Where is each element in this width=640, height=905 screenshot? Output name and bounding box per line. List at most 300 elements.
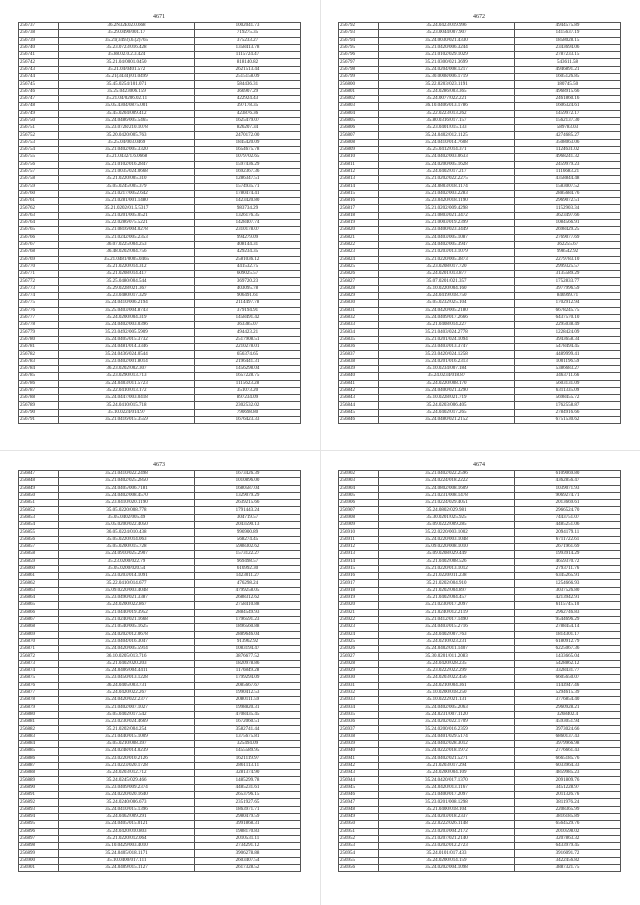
row-id-cell: 256883 xyxy=(19,733,59,740)
table-row xyxy=(339,565,621,572)
coordinate-cell: 35.21.0220/013.1012 xyxy=(379,565,515,572)
coordinate-cell: 35.24.0410/015.718 xyxy=(59,402,195,409)
coordinate-cell: 35.23.0290/013.713 xyxy=(59,373,195,380)
table-row xyxy=(19,322,301,329)
row-id-cell: 256933 xyxy=(339,697,379,704)
row-id-cell: 256874 xyxy=(19,668,59,675)
coordinate-cell: 35.24.0405/006.7181 xyxy=(59,485,195,492)
value-cell: 4859985.23 xyxy=(515,770,621,777)
value-cell: 1415637.19 xyxy=(515,30,621,37)
coordinate-cell: 35.24.0402/017.265 xyxy=(379,409,515,416)
table-row xyxy=(19,784,301,791)
table-row xyxy=(339,602,621,609)
coordinate-cell: 35.24.0420/005.2180 xyxy=(379,307,515,314)
row-id-cell: 256758 xyxy=(19,176,59,183)
coordinate-cell: 35.21.0240/012.2119 xyxy=(379,609,515,616)
row-id-cell: 256795 xyxy=(339,44,379,51)
coordinate-cell: 35.24.0200/004.319 xyxy=(59,314,195,321)
coordinate-cell: 35.24.0203/022.456 xyxy=(379,675,515,682)
coordinate-cell: 35.21.0416/015.3559 xyxy=(59,417,195,424)
value-cell: 3328431.77 xyxy=(515,668,621,675)
coordinate-cell: 35.24.0286/003.365 xyxy=(379,88,515,95)
coordinate-cell: 35.24.0409/015.1127 xyxy=(59,865,195,872)
coordinate-cell: 35.24.0210/023.231 xyxy=(379,638,515,645)
table-row xyxy=(339,529,621,536)
row-id-cell: 256819 xyxy=(339,220,379,227)
row-id-cell: 256783 xyxy=(19,358,59,365)
page-number: 4673 xyxy=(153,462,165,468)
value-cell: 2793711.76 xyxy=(515,565,621,572)
value-cell: 1573122.27 xyxy=(195,551,301,558)
row-id-cell: 256950 xyxy=(339,821,379,828)
table-row xyxy=(339,704,621,711)
row-id-cell: 256771 xyxy=(19,271,59,278)
value-cell: 3776854.40 xyxy=(515,697,621,704)
table-row xyxy=(19,602,301,609)
row-id-cell: 256838 xyxy=(339,358,379,365)
coordinate-cell: 35.24.0248/014.0239 xyxy=(59,748,195,755)
table-row xyxy=(339,806,621,813)
coordinate-table xyxy=(338,470,621,872)
coordinate-cell: 35.24.0402/011.1407 xyxy=(379,646,515,653)
row-id-cell: 256893 xyxy=(19,806,59,813)
coordinate-cell: 35.10.0224/014.97 xyxy=(59,409,195,416)
table-row xyxy=(19,813,301,820)
table-row xyxy=(19,373,301,380)
coordinate-cell: 35.10.0429/003.4010 xyxy=(59,843,195,850)
value-cell: 3037526.80 xyxy=(515,587,621,594)
coordinate-cell: 35.21.0201/024.1094 xyxy=(379,336,515,343)
table-row xyxy=(339,711,621,718)
coordinate-cell: 35.24.0224/018.2222 xyxy=(379,478,515,485)
coordinate-cell: 35.30.0201/011.2083 xyxy=(379,653,515,660)
table-row xyxy=(339,514,621,521)
row-id-cell: 256907 xyxy=(339,507,379,514)
coordinate-cell: 35.21.0220/012.064 xyxy=(59,835,195,842)
row-id-cell: 256764 xyxy=(19,220,59,227)
table-row xyxy=(19,183,301,190)
coordinate-cell: 35.24.0436/024.0544 xyxy=(59,351,195,358)
table-row xyxy=(19,580,301,587)
value-cell: 4946891.21 xyxy=(515,66,621,73)
table-row xyxy=(339,573,621,580)
table-row xyxy=(19,653,301,660)
coordinate-cell: 35.10.0200/018.250 xyxy=(379,689,515,696)
row-id-cell: 256914 xyxy=(339,558,379,565)
row-id-cell: 256756 xyxy=(19,161,59,168)
coordinate-cell: 35.21.0230/017.2097 xyxy=(379,602,515,609)
table-row xyxy=(339,409,621,416)
value-cell: 2343694.06 xyxy=(515,44,621,51)
coordinate-cell: 35.21.0402/007.1027 xyxy=(59,704,195,711)
coordinate-cell: 35.24.0480/021.2152 xyxy=(379,417,515,424)
value-cell: 2889646.04 xyxy=(195,631,301,638)
value-cell: 1326176.35 xyxy=(195,212,301,219)
row-id-cell: 256793 xyxy=(339,30,379,37)
coordinate-cell: 35.24.0409/017.2666 xyxy=(379,314,515,321)
table-row xyxy=(19,704,301,711)
table-row xyxy=(19,139,301,146)
row-id-cell: 256796 xyxy=(339,52,379,59)
row-id-cell: 256878 xyxy=(19,697,59,704)
value-cell: 1606324.61 xyxy=(515,103,621,110)
coordinate-cell: 35.21.0402/003.2283 xyxy=(379,190,515,197)
value-cell: 1143947.46 xyxy=(515,682,621,689)
row-id-cell: 256809 xyxy=(339,147,379,154)
row-id-cell: 256798 xyxy=(339,66,379,73)
row-id-cell: 256852 xyxy=(19,507,59,514)
coordinate-cell: 35.24.0400/021.3290 xyxy=(379,387,515,394)
table-row xyxy=(19,278,301,285)
value-cell: 2653796.15 xyxy=(195,792,301,799)
row-id-cell: 256946 xyxy=(339,792,379,799)
value-cell: 1358413.78 xyxy=(195,44,301,51)
row-id-cell: 256931 xyxy=(339,682,379,689)
coordinate-cell: 35.21.0208/014.417 xyxy=(59,271,195,278)
value-cell: 3977996.59 xyxy=(515,285,621,292)
row-id-cell: 256790 xyxy=(19,409,59,416)
page-number: 4672 xyxy=(473,14,485,20)
table-row xyxy=(19,66,301,73)
value-cell: 2210278.01 xyxy=(195,344,301,351)
coordinate-cell: 35.23.0492/005.5909 xyxy=(59,329,195,336)
value-cell: 4274685.27 xyxy=(515,132,621,139)
row-id-cell: 256926 xyxy=(339,646,379,653)
coordinate-cell: 35.21.0402/004.457 xyxy=(379,595,515,602)
row-id-cell: 256761 xyxy=(19,198,59,205)
coordinate-cell: 35.23.0044/007.907 xyxy=(379,30,515,37)
coordinate-cell: 35.09.0220/003.4048 xyxy=(59,587,195,594)
row-id-cell: 256929 xyxy=(339,668,379,675)
coordinate-cell: 35.24.0910/025.2907 xyxy=(59,551,195,558)
row-id-cell: 256889 xyxy=(19,777,59,784)
coordinate-cell: 35.30.0008/006.1719 xyxy=(379,74,515,81)
row-id-cell: 256786 xyxy=(19,380,59,387)
coordinate-cell: 35.22.0222/026.1148 xyxy=(379,821,515,828)
table-row xyxy=(19,52,301,59)
row-id-cell: 256840 xyxy=(339,373,379,380)
table-row xyxy=(19,668,301,675)
row-id-cell: 256854 xyxy=(19,522,59,529)
coordinate-cell: 35.21.0432/1.6.0668 xyxy=(59,154,195,161)
coordinate-cell: 35.07.0201/021.357 xyxy=(379,278,515,285)
value-cell: 998542.92 xyxy=(515,249,621,256)
row-id-cell: 256881 xyxy=(19,719,59,726)
coordinate-cell: 35.24.0402/008.4570 xyxy=(59,492,195,499)
table-row xyxy=(339,784,621,791)
row-id-cell: 256861 xyxy=(19,573,59,580)
table-row xyxy=(19,689,301,696)
table-row xyxy=(19,792,301,799)
table-row xyxy=(339,799,621,806)
coordinate-cell: 35.29.0490/001.17 xyxy=(59,30,195,37)
table-row xyxy=(19,565,301,572)
row-id-cell: 256747 xyxy=(19,95,59,102)
row-id-cell: 256811 xyxy=(339,161,379,168)
value-cell: 2094179.11 xyxy=(515,529,621,536)
coordinate-cell: 35.24.0402/005.2063 xyxy=(379,704,515,711)
value-cell: 6437570.10 xyxy=(515,314,621,321)
value-cell: 1988170.83 xyxy=(195,828,301,835)
table-row xyxy=(19,850,301,857)
value-cell: 2999325.57 xyxy=(515,263,621,270)
row-id-cell: 256859 xyxy=(19,558,59,565)
row-id-cell: 256869 xyxy=(19,631,59,638)
coordinate-cell: 36.10.0205/013.716 xyxy=(59,653,195,660)
value-cell: 1863971.71 xyxy=(195,806,301,813)
coordinate-cell: 35.21.0440/015.1009 xyxy=(59,733,195,740)
row-id-cell: 256815 xyxy=(339,190,379,197)
value-cell: 5428862.12 xyxy=(515,660,621,667)
table-row xyxy=(19,514,301,521)
table-row xyxy=(19,395,301,402)
coordinate-cell: 35.10.0220/004.160 xyxy=(379,285,515,292)
coordinate-cell: 35.24.0200/022.867 xyxy=(59,602,195,609)
table-row xyxy=(339,103,621,110)
table-row xyxy=(339,543,621,550)
value-cell: 818140.82 xyxy=(195,59,301,66)
value-cell: 826207.34 xyxy=(195,125,301,132)
row-id-cell: 256757 xyxy=(19,168,59,175)
row-id-cell: 256953 xyxy=(339,843,379,850)
value-cell: 6605650.07 xyxy=(515,675,621,682)
table-row xyxy=(19,37,301,44)
row-id-cell: 256944 xyxy=(339,777,379,784)
value-cell: 180745.50 xyxy=(515,81,621,88)
table-row xyxy=(339,358,621,365)
value-cell: 4799258.05 xyxy=(195,587,301,594)
table-row xyxy=(19,609,301,616)
value-cell: 3623497.66 xyxy=(515,212,621,219)
coordinate-cell: 35.24.0200/016.2359 xyxy=(379,726,515,733)
row-id-cell: 256827 xyxy=(339,278,379,285)
value-cell: 1010896.00 xyxy=(195,478,301,485)
row-id-cell: 256870 xyxy=(19,638,59,645)
row-id-cell: 256769 xyxy=(19,256,59,263)
row-id-cell: 256759 xyxy=(19,183,59,190)
table-row xyxy=(339,256,621,263)
table-row xyxy=(339,52,621,59)
value-cell: 1845420.09 xyxy=(195,139,301,146)
table-row xyxy=(339,857,621,864)
table-row xyxy=(19,638,301,645)
row-id-cell: 256954 xyxy=(339,850,379,857)
value-cell: 422924.43 xyxy=(195,95,301,102)
row-id-cell: 256825 xyxy=(339,263,379,270)
coordinate-cell: 35.25.0480/004.544 xyxy=(59,278,195,285)
table-row xyxy=(339,485,621,492)
table-row xyxy=(339,351,621,358)
coordinate-cell: 35.21.0202/009.4298 xyxy=(379,205,515,212)
table-row xyxy=(339,220,621,227)
coordinate-cell: 35.24.0486/005.5465 xyxy=(59,117,195,124)
coordinate-cell: 35.05.0220/014.063 xyxy=(59,536,195,543)
row-id-cell: 256955 xyxy=(339,857,379,864)
table-row xyxy=(19,110,301,117)
table-row xyxy=(339,865,621,872)
value-cell: 3811976.24 xyxy=(515,799,621,806)
coordinate-cell: 35.23.0400/023.3449 xyxy=(379,227,515,234)
row-id-cell: 256792 xyxy=(339,23,379,30)
coordinate-cell: 35.22.0203/023.1191 xyxy=(379,81,515,88)
table-row xyxy=(19,241,301,248)
row-id-cell: 256942 xyxy=(339,762,379,769)
table-row xyxy=(19,292,301,299)
value-cell: 2884549.93 xyxy=(195,609,301,616)
table-row xyxy=(19,147,301,154)
value-cell: 2461860.16 xyxy=(515,95,621,102)
coordinate-cell: 35.09.0208/029.449 xyxy=(379,551,515,558)
coordinate-cell: 35.24.0802/029.981 xyxy=(379,507,515,514)
coordinate-cell: 35.21.04/0206.02.11 xyxy=(59,95,195,102)
table-row xyxy=(339,777,621,784)
value-cell: 476298.24 xyxy=(195,580,301,587)
table-row xyxy=(339,373,621,380)
row-id-cell: 256781 xyxy=(19,344,59,351)
coordinate-cell: 35.21.0803/021.3472 xyxy=(379,212,515,219)
row-id-cell: 256739 xyxy=(19,37,59,44)
table-row xyxy=(339,536,621,543)
coordinate-cell: 35.23.0409/009.2374 xyxy=(59,784,195,791)
coordinate-cell: 35.24.0410/014.7608 xyxy=(379,139,515,146)
coordinate-cell: 35.23.0203/014.1091 xyxy=(59,573,195,580)
row-id-cell: 256856 xyxy=(19,536,59,543)
table-row xyxy=(19,103,301,110)
coordinate-cell: 35.23.0402/001.8014 xyxy=(59,358,195,365)
coordinate-cell: 35.21.0202/01.5.5317 xyxy=(59,205,195,212)
table-row xyxy=(339,249,621,256)
row-id-cell: 256754 xyxy=(19,147,59,154)
coordinate-cell: 35.30.0201/025.925 xyxy=(379,514,515,521)
table-row xyxy=(19,132,301,139)
row-id-cell: 256810 xyxy=(339,154,379,161)
row-id-cell: 256770 xyxy=(19,263,59,270)
row-id-cell: 256948 xyxy=(339,806,379,813)
coordinate-cell: 35.24.0423/019.996 xyxy=(379,23,515,30)
value-cell: 1583007.52 xyxy=(515,183,621,190)
value-cell: 1625479.07 xyxy=(195,117,301,124)
table-row xyxy=(19,500,301,507)
row-id-cell: 256866 xyxy=(19,609,59,616)
coordinate-cell: 35.24.0240/006.673 xyxy=(59,799,195,806)
value-cell: 2698429.25 xyxy=(515,227,621,234)
value-cell: 2734291.12 xyxy=(195,843,301,850)
row-id-cell: 256899 xyxy=(19,850,59,857)
table-row xyxy=(339,161,621,168)
coordinate-cell: 35.24.0402/005.3947 xyxy=(379,241,515,248)
value-cell: 3876677.52 xyxy=(195,653,301,660)
coordinate-cell: 35.23.0723/016.428 xyxy=(59,44,195,51)
value-cell: 5386683.27 xyxy=(515,365,621,372)
table-row xyxy=(19,409,301,416)
value-cell: 3135589.29 xyxy=(515,271,621,278)
coordinate-cell: 35.24.0405/018.1171 xyxy=(59,850,195,857)
row-id-cell: 256767 xyxy=(19,241,59,248)
value-cell: 351073.20 xyxy=(195,387,301,394)
row-id-cell: 256938 xyxy=(339,733,379,740)
table-row xyxy=(19,198,301,205)
value-cell: 6180912.79 xyxy=(515,638,621,645)
table-row xyxy=(19,799,301,806)
table-row xyxy=(339,719,621,726)
coordinate-cell: 35.24.0101/017.433 xyxy=(379,850,515,857)
coordinate-cell: 35.24.0403/005.1087 xyxy=(379,234,515,241)
value-cell: 1002041.73 xyxy=(195,23,301,30)
value-cell: 4358844.48 xyxy=(515,176,621,183)
value-cell: 3991868.31 xyxy=(195,821,301,828)
value-cell: 1116683.21 xyxy=(515,168,621,175)
row-id-cell: 256820 xyxy=(339,227,379,234)
coordinate-cell: 35.21.0402/022.2596 xyxy=(379,471,515,478)
row-id-cell: 256857 xyxy=(19,543,59,550)
value-cell: 1621119.97 xyxy=(195,755,301,762)
value-cell: 2776661.43 xyxy=(515,748,621,755)
table-row xyxy=(19,161,301,168)
value-cell: 1672060.51 xyxy=(195,719,301,726)
coordinate-cell: 36.10.0406/013.1786 xyxy=(379,103,515,110)
row-id-cell: 256750 xyxy=(19,117,59,124)
row-id-cell: 256949 xyxy=(339,813,379,820)
table-row xyxy=(19,81,301,88)
table-row xyxy=(19,212,301,219)
value-cell: 1791443.24 xyxy=(195,507,301,514)
table-row xyxy=(19,478,301,485)
value-cell: 6751530.62 xyxy=(515,417,621,424)
value-cell: 2784916.66 xyxy=(515,409,621,416)
value-cell: 609025.57 xyxy=(195,271,301,278)
coordinate-cell: 35.23.0203/004.2172 xyxy=(379,828,515,835)
table-row xyxy=(19,154,301,161)
table-row xyxy=(19,307,301,314)
coordinate-cell: 35.24.0447/003.0418 xyxy=(59,395,195,402)
row-id-cell: 256816 xyxy=(339,198,379,205)
row-id-cell: 256766 xyxy=(19,234,59,241)
row-id-cell: 256935 xyxy=(339,711,379,718)
value-cell: 2302532.02 xyxy=(195,402,301,409)
coordinate-cell: 35.21.0408/014.227 xyxy=(379,322,515,329)
row-id-cell: 256773 xyxy=(19,285,59,292)
table-row xyxy=(339,344,621,351)
coordinate-cell: 35.23.0401/015.133 xyxy=(379,125,515,132)
coordinate-cell: 35.24.0402/007.763 xyxy=(379,631,515,638)
document-page-2 xyxy=(338,12,620,442)
table-row xyxy=(19,821,301,828)
value-cell: 2351927.65 xyxy=(195,799,301,806)
coordinate-table xyxy=(18,22,301,424)
row-id-cell: 256939 xyxy=(339,740,379,747)
table-row xyxy=(19,344,301,351)
value-cell: 1228424.09 xyxy=(515,329,621,336)
row-id-cell: 256877 xyxy=(19,689,59,696)
row-id-cell: 256910 xyxy=(339,529,379,536)
row-id-cell: 256845 xyxy=(339,409,379,416)
value-cell: 4213942.91 xyxy=(515,595,621,602)
table-row xyxy=(339,755,621,762)
table-row xyxy=(339,792,621,799)
row-id-cell: 256817 xyxy=(339,205,379,212)
table-row xyxy=(339,176,621,183)
value-cell: 7443751.07 xyxy=(515,514,621,521)
value-cell: 4968241.32 xyxy=(515,154,621,161)
coordinate-cell: 35.21.0540/005.1625 xyxy=(59,624,195,631)
table-row xyxy=(19,168,301,175)
page-spread-horizontal-divider xyxy=(0,450,640,451)
row-id-cell: 256927 xyxy=(339,653,379,660)
row-id-cell: 256843 xyxy=(339,395,379,402)
table-row xyxy=(339,44,621,51)
table-row xyxy=(339,595,621,602)
table-row xyxy=(339,558,621,565)
